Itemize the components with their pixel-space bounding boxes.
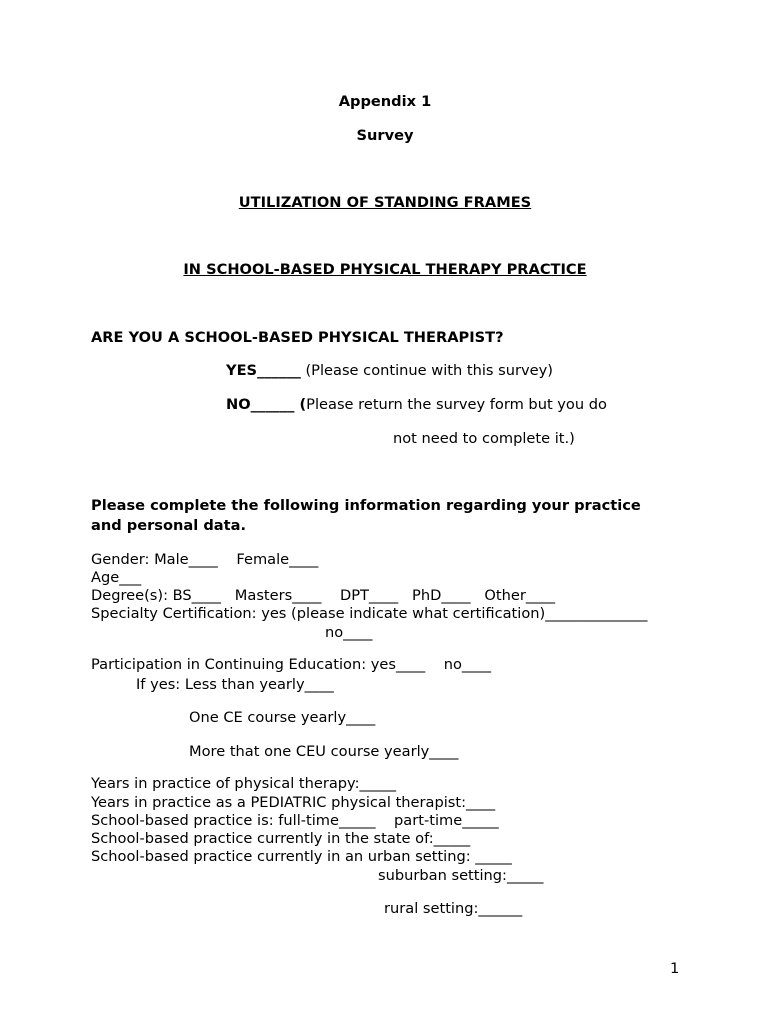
specialty-field: Specialty Certification: yes (please indicate what certification)______________ (91, 605, 648, 622)
school-time-field: School-based practice is: full-time_____ part-time_____ (91, 812, 499, 829)
degrees-field: Degree(s): BS____ Masters____ DPT____ PhD____ Other____ (91, 587, 556, 604)
years-pt-field: Years in practice of physical therapy:_____ (91, 775, 397, 792)
page-number: 1 (670, 960, 680, 977)
school-state-field: School-based practice currently in the state of:_____ (91, 830, 471, 847)
survey-heading: Survey (356, 127, 414, 144)
yes-label: YES (226, 362, 258, 379)
age-field: Age___ (91, 569, 142, 586)
no-note: Please return the survey form but you do (306, 396, 607, 413)
no-note-continued: not need to complete it.) (393, 430, 575, 447)
school-urban-field: School-based practice currently in an urban setting: _____ (91, 848, 512, 865)
answer-yes-line (226, 364, 553, 379)
gender-field: Gender: Male____ Female____ (91, 551, 319, 568)
ce-one-yearly: One CE course yearly____ (189, 709, 376, 726)
specialty-no-field: no____ (325, 624, 373, 641)
info-intro-line2: and personal data. (91, 517, 247, 534)
survey-title-line2: IN SCHOOL-BASED PHYSICAL THERAPY PRACTICE (183, 261, 587, 278)
question-school-based: ARE YOU A SCHOOL-BASED PHYSICAL THERAPIST? (91, 329, 504, 346)
survey-title-line1: UTILIZATION OF STANDING FRAMES (238, 194, 532, 211)
no-blank: ______ (250, 396, 295, 413)
yes-blank: ______ (257, 362, 301, 379)
answer-no-line (226, 398, 607, 413)
school-suburban-field: suburban setting:_____ (378, 867, 544, 884)
yes-note: (Please continue with this survey) (300, 362, 553, 379)
no-paren: ( (294, 396, 307, 413)
ce-more-yearly: More that one CEU course yearly____ (189, 743, 459, 760)
appendix-heading: Appendix 1 (338, 93, 432, 110)
no-label: NO (226, 396, 251, 413)
school-rural-field: rural setting:______ (384, 900, 523, 917)
years-pediatric-field: Years in practice as a PEDIATRIC physical therapist:____ (91, 794, 496, 811)
info-intro-line1: Please complete the following information regarding your practice (91, 497, 641, 514)
ce-field: Participation in Continuing Education: yes____ no____ (91, 656, 492, 673)
ce-less-than-yearly: If yes: Less than yearly____ (136, 676, 334, 693)
